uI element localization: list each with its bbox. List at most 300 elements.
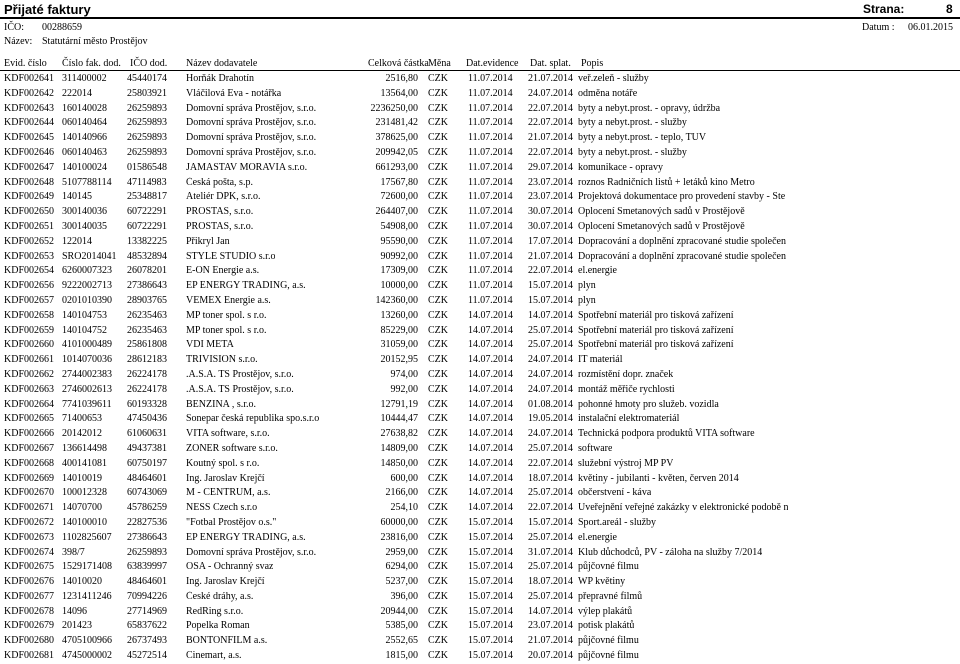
cell-spl: 21.07.2014 xyxy=(528,73,573,84)
cell-cur: CZK xyxy=(428,73,448,84)
cell-fak: 14096 xyxy=(62,605,87,617)
cell-id: KDF002675 xyxy=(4,561,55,573)
table-row xyxy=(0,383,960,398)
cell-id: KDF002669 xyxy=(4,472,55,484)
cell-desc: montáž měřiče rychlosti xyxy=(578,383,675,395)
table-row xyxy=(0,546,960,561)
cell-desc: rozmístění dopr. značek xyxy=(578,368,674,380)
cell-cur: CZK xyxy=(428,354,448,366)
cell-id: KDF002647 xyxy=(4,161,55,173)
cell-amount: 2166,00 xyxy=(385,487,418,499)
cell-amount: 13260,00 xyxy=(380,309,418,321)
cell-ico: 48464601 xyxy=(127,576,167,588)
cell-ico: 26235463 xyxy=(127,309,167,321)
cell-spl: 22.07.2014 xyxy=(528,502,573,514)
cell-cur: CZK xyxy=(428,650,448,662)
cell-name: Přikryl Jan xyxy=(186,235,230,247)
cell-spl: 20.07.2014 xyxy=(528,650,573,662)
cell-id: KDF002653 xyxy=(4,250,55,262)
cell-cur: CZK xyxy=(428,502,448,514)
cell-ico: 26224178 xyxy=(127,383,167,395)
table-row xyxy=(0,486,960,501)
cell-id: KDF002667 xyxy=(4,442,55,454)
cell-id: KDF002641 xyxy=(4,73,55,84)
cell-id: KDF002681 xyxy=(4,650,55,662)
cell-name: Domovní správa Prostějov, s.r.o. xyxy=(186,546,317,558)
page-number: 8 xyxy=(946,2,953,16)
table-row xyxy=(0,338,960,353)
cell-name: BONTONFILM a.s. xyxy=(186,635,268,647)
cell-name: VDI META xyxy=(186,339,234,351)
invoice-table xyxy=(0,72,960,664)
cell-desc: Spotřební materiál pro tisková zařízení xyxy=(578,324,734,336)
cell-desc: Technická podpora produktů VITA software xyxy=(578,428,755,440)
table-row xyxy=(0,220,960,235)
cell-name: Ing. Jaroslav Krejčí xyxy=(186,576,265,588)
cell-desc: el.energie xyxy=(578,531,617,543)
cell-cur: CZK xyxy=(428,620,448,632)
col-header-due: Dat. splat. xyxy=(530,58,571,69)
table-row xyxy=(0,279,960,294)
table-row xyxy=(0,634,960,649)
cell-amount: 20944,00 xyxy=(380,605,418,617)
cell-amount: 14850,00 xyxy=(380,457,418,469)
cell-amount: 992,00 xyxy=(390,383,418,395)
cell-ico: 26078201 xyxy=(127,265,167,277)
cell-id: KDF002666 xyxy=(4,428,55,440)
cell-evid: 14.07.2014 xyxy=(468,354,513,366)
cell-ico: 13382225 xyxy=(127,235,167,247)
cell-ico: 28903765 xyxy=(127,294,167,306)
cell-amount: 600,00 xyxy=(390,472,418,484)
cell-cur: CZK xyxy=(428,516,448,528)
cell-evid: 11.07.2014 xyxy=(468,132,513,144)
cell-evid: 15.07.2014 xyxy=(468,635,513,647)
table-row xyxy=(0,161,960,176)
cell-cur: CZK xyxy=(428,442,448,454)
cell-ico: 27714969 xyxy=(127,605,167,617)
cell-desc: instalační elektromateriál xyxy=(578,413,680,425)
cell-spl: 23.07.2014 xyxy=(528,176,573,188)
cell-fak: 1014070036 xyxy=(62,354,112,366)
cell-evid: 14.07.2014 xyxy=(468,502,513,514)
cell-desc: odměna notáře xyxy=(578,87,638,99)
cell-spl: 25.07.2014 xyxy=(528,590,573,602)
cell-id: KDF002645 xyxy=(4,132,55,144)
cell-id: KDF002670 xyxy=(4,487,55,499)
date-label: Datum : xyxy=(862,22,895,33)
cell-evid: 15.07.2014 xyxy=(468,531,513,543)
cell-fak: 5107788114 xyxy=(62,176,112,188)
cell-name: Koutný spol. s r.o. xyxy=(186,457,260,469)
cell-desc: IT materiál xyxy=(578,354,623,366)
cell-fak: 4745000002 xyxy=(62,650,112,662)
col-header-id: Evid. číslo xyxy=(4,58,47,69)
cell-amount: 5237,00 xyxy=(385,576,418,588)
cell-cur: CZK xyxy=(428,383,448,395)
table-row xyxy=(0,250,960,265)
cell-ico: 26737493 xyxy=(127,635,167,647)
cell-evid: 11.07.2014 xyxy=(468,235,513,247)
cell-cur: CZK xyxy=(428,324,448,336)
cell-amount: 5385,00 xyxy=(385,620,418,632)
cell-spl: 25.07.2014 xyxy=(528,442,573,454)
cell-id: KDF002649 xyxy=(4,191,55,203)
cell-name: M - CENTRUM, a.s. xyxy=(186,487,271,499)
cell-spl: 25.07.2014 xyxy=(528,324,573,336)
cell-spl: 24.07.2014 xyxy=(528,428,573,440)
cell-cur: CZK xyxy=(428,309,448,321)
cell-amount: 13564,00 xyxy=(380,87,418,99)
cell-spl: 14.07.2014 xyxy=(528,309,573,321)
cell-evid: 14.07.2014 xyxy=(468,368,513,380)
table-row xyxy=(0,190,960,205)
cell-amount: 10000,00 xyxy=(380,280,418,292)
cell-cur: CZK xyxy=(428,576,448,588)
cell-amount: 396,00 xyxy=(390,590,418,602)
cell-desc: Dopracování a doplnění zpracované studie společen xyxy=(578,235,786,247)
cell-evid: 11.07.2014 xyxy=(468,176,513,188)
cell-name: JAMASTAV MORAVIA s.r.o. xyxy=(186,161,308,173)
table-row xyxy=(0,146,960,161)
cell-ico: 25861808 xyxy=(127,339,167,351)
cell-evid: 11.07.2014 xyxy=(468,102,513,114)
cell-name: STYLE STUDIO s.r.o xyxy=(186,250,276,262)
cell-id: KDF002654 xyxy=(4,265,55,277)
cell-name: Vláčilová Eva - notářka xyxy=(186,87,282,99)
cell-evid: 14.07.2014 xyxy=(468,442,513,454)
cell-evid: 14.07.2014 xyxy=(468,324,513,336)
cell-evid: 15.07.2014 xyxy=(468,561,513,573)
cell-cur: CZK xyxy=(428,250,448,262)
cell-name: E-ON Energie a.s. xyxy=(186,265,260,277)
cell-id: KDF002679 xyxy=(4,620,55,632)
cell-fak: 300140036 xyxy=(62,206,107,218)
cell-amount: 85229,00 xyxy=(380,324,418,336)
cell-spl: 22.07.2014 xyxy=(528,146,573,158)
table-row xyxy=(0,590,960,605)
cell-spl: 17.07.2014 xyxy=(528,235,573,247)
cell-spl: 18.07.2014 xyxy=(528,472,573,484)
table-row xyxy=(0,116,960,131)
cell-evid: 14.07.2014 xyxy=(468,398,513,410)
cell-evid: 11.07.2014 xyxy=(468,87,513,99)
cell-spl: 21.07.2014 xyxy=(528,250,573,262)
cell-amount: 12791,19 xyxy=(380,398,418,410)
cell-id: KDF002646 xyxy=(4,146,55,158)
cell-amount: 20152,95 xyxy=(380,354,418,366)
cell-id: KDF002643 xyxy=(4,102,55,114)
cell-fak: 140100024 xyxy=(62,161,107,173)
cell-name: Cinemart, a.s. xyxy=(186,650,242,662)
cell-cur: CZK xyxy=(428,428,448,440)
cell-cur: CZK xyxy=(428,561,448,573)
cell-spl: 25.07.2014 xyxy=(528,487,573,499)
cell-cur: CZK xyxy=(428,117,448,129)
cell-evid: 11.07.2014 xyxy=(468,146,513,158)
header-rule xyxy=(0,70,960,71)
cell-evid: 11.07.2014 xyxy=(468,280,513,292)
cell-spl: 22.07.2014 xyxy=(528,265,573,277)
table-row xyxy=(0,309,960,324)
table-row xyxy=(0,398,960,413)
date-value: 06.01.2015 xyxy=(908,22,953,33)
cell-amount: 95590,00 xyxy=(380,235,418,247)
cell-cur: CZK xyxy=(428,368,448,380)
cell-amount: 72600,00 xyxy=(380,191,418,203)
cell-fak: 201423 xyxy=(62,620,92,632)
cell-amount: 27638,82 xyxy=(380,428,418,440)
cell-ico: 47450436 xyxy=(127,413,167,425)
cell-fak: 140104752 xyxy=(62,324,107,336)
cell-name: NESS Czech s.r.o xyxy=(186,502,258,514)
cell-ico: 45272514 xyxy=(127,650,167,662)
cell-ico: 60193328 xyxy=(127,398,167,410)
cell-spl: 21.07.2014 xyxy=(528,635,573,647)
col-header-ico: IČO dod. xyxy=(130,58,168,69)
cell-fak: 398/7 xyxy=(62,546,85,558)
col-header-name: Název dodavatele xyxy=(186,58,258,69)
cell-desc: Oplocení Smetanových sadů v Prostějově xyxy=(578,206,745,218)
cell-spl: 15.07.2014 xyxy=(528,294,573,306)
cell-id: KDF002673 xyxy=(4,531,55,543)
cell-spl: 25.07.2014 xyxy=(528,561,573,573)
cell-desc: výlep plakátů xyxy=(578,605,633,617)
table-row xyxy=(0,472,960,487)
cell-amount: 31059,00 xyxy=(380,339,418,351)
cell-name: .A.S.A. TS Prostějov, s.r.o. xyxy=(186,383,294,395)
cell-amount: 60000,00 xyxy=(380,516,418,528)
cell-fak: 136614498 xyxy=(62,442,107,454)
cell-fak: 311400002 xyxy=(62,73,107,84)
table-row xyxy=(0,72,960,87)
cell-ico: 26259893 xyxy=(127,546,167,558)
cell-cur: CZK xyxy=(428,146,448,158)
cell-cur: CZK xyxy=(428,487,448,499)
cell-spl: 14.07.2014 xyxy=(528,605,573,617)
col-header-desc: Popis xyxy=(581,58,604,69)
cell-id: KDF002656 xyxy=(4,280,55,292)
cell-spl: 24.07.2014 xyxy=(528,383,573,395)
cell-desc: veř.zeleň - služby xyxy=(578,73,649,84)
cell-evid: 11.07.2014 xyxy=(468,206,513,218)
cell-ico: 22827536 xyxy=(127,516,167,528)
cell-id: KDF002662 xyxy=(4,368,55,380)
cell-ico: 70994226 xyxy=(127,590,167,602)
cell-fak: 1102825607 xyxy=(62,531,112,543)
cell-spl: 29.07.2014 xyxy=(528,161,573,173)
table-row xyxy=(0,324,960,339)
cell-fak: 6260007323 xyxy=(62,265,112,277)
cell-ico: 48464601 xyxy=(127,472,167,484)
cell-name: PROSTAS, s.r.o. xyxy=(186,220,254,232)
cell-ico: 47114983 xyxy=(127,176,167,188)
cell-cur: CZK xyxy=(428,220,448,232)
cell-cur: CZK xyxy=(428,176,448,188)
cell-fak: 140145 xyxy=(62,191,92,203)
cell-fak: 14010020 xyxy=(62,576,102,588)
cell-evid: 15.07.2014 xyxy=(468,516,513,528)
cell-cur: CZK xyxy=(428,457,448,469)
cell-evid: 14.07.2014 xyxy=(468,383,513,395)
cell-name: OSA - Ochranný svaz xyxy=(186,561,274,573)
cell-ico: 26259893 xyxy=(127,117,167,129)
cell-fak: 100012328 xyxy=(62,487,107,499)
cell-amount: 14809,00 xyxy=(380,442,418,454)
cell-amount: 6294,00 xyxy=(385,561,418,573)
cell-name: Ateliér DPK, s.r.o. xyxy=(186,191,261,203)
report-title: Přijaté faktury xyxy=(4,2,91,17)
cell-fak: 0201010390 xyxy=(62,294,112,306)
cell-evid: 11.07.2014 xyxy=(468,250,513,262)
cell-cur: CZK xyxy=(428,102,448,114)
cell-cur: CZK xyxy=(428,635,448,647)
cell-amount: 2552,65 xyxy=(385,635,418,647)
cell-evid: 15.07.2014 xyxy=(468,590,513,602)
cell-cur: CZK xyxy=(428,87,448,99)
cell-fak: 9222002713 xyxy=(62,280,112,292)
table-row xyxy=(0,205,960,220)
cell-spl: 01.08.2014 xyxy=(528,398,573,410)
cell-id: KDF002677 xyxy=(4,590,55,602)
cell-name: MP toner spol. s r.o. xyxy=(186,324,267,336)
cell-ico: 28612183 xyxy=(127,354,167,366)
table-row xyxy=(0,131,960,146)
table-row xyxy=(0,649,960,664)
table-row xyxy=(0,353,960,368)
page-label: Strana: xyxy=(863,2,905,16)
cell-ico: 45440174 xyxy=(127,73,167,84)
table-row xyxy=(0,87,960,102)
cell-name: ZONER software s.r.o. xyxy=(186,442,278,454)
cell-id: KDF002660 xyxy=(4,339,55,351)
cell-fak: 71400653 xyxy=(62,413,102,425)
col-header-currency: Měna xyxy=(428,58,451,69)
cell-ico: 26224178 xyxy=(127,368,167,380)
cell-desc: občerstvení - káva xyxy=(578,487,652,499)
cell-cur: CZK xyxy=(428,546,448,558)
cell-cur: CZK xyxy=(428,265,448,277)
cell-cur: CZK xyxy=(428,590,448,602)
cell-desc: půjčovné filmu xyxy=(578,561,639,573)
cell-desc: Klub důchodců, PV - záloha na služby 7/2014 xyxy=(578,546,763,558)
cell-id: KDF002671 xyxy=(4,502,55,514)
cell-id: KDF002668 xyxy=(4,457,55,469)
cell-id: KDF002644 xyxy=(4,117,55,129)
cell-evid: 15.07.2014 xyxy=(468,605,513,617)
cell-evid: 14.07.2014 xyxy=(468,428,513,440)
cell-amount: 54908,00 xyxy=(380,220,418,232)
cell-id: KDF002680 xyxy=(4,635,55,647)
cell-amount: 90992,00 xyxy=(380,250,418,262)
cell-ico: 26259893 xyxy=(127,132,167,144)
table-row xyxy=(0,176,960,191)
cell-fak: 7741039611 xyxy=(62,398,112,410)
name-label: Název: xyxy=(4,36,33,47)
cell-id: KDF002652 xyxy=(4,235,55,247)
cell-ico: 27386643 xyxy=(127,531,167,543)
cell-name: Horňák Drahotín xyxy=(186,73,255,84)
cell-id: KDF002658 xyxy=(4,309,55,321)
table-row xyxy=(0,102,960,117)
cell-fak: 122014 xyxy=(62,235,92,247)
cell-evid: 11.07.2014 xyxy=(468,265,513,277)
cell-name: Domovní správa Prostějov, s.r.o. xyxy=(186,102,317,114)
cell-id: KDF002664 xyxy=(4,398,55,410)
cell-amount: 17309,00 xyxy=(380,265,418,277)
cell-evid: 11.07.2014 xyxy=(468,191,513,203)
cell-name: Česká pošta, s.p. xyxy=(186,176,253,188)
cell-id: KDF002678 xyxy=(4,605,55,617)
cell-amount: 17567,80 xyxy=(380,176,418,188)
table-row xyxy=(0,605,960,620)
cell-fak: 20142012 xyxy=(62,428,102,440)
top-rule xyxy=(0,17,960,19)
cell-spl: 19.05.2014 xyxy=(528,413,573,425)
cell-cur: CZK xyxy=(428,398,448,410)
cell-name: Popelka Roman xyxy=(186,620,250,632)
cell-desc: komunikace - opravy xyxy=(578,161,663,173)
table-row xyxy=(0,560,960,575)
cell-fak: 140100010 xyxy=(62,516,107,528)
cell-amount: 10444,47 xyxy=(380,413,418,425)
cell-id: KDF002657 xyxy=(4,294,55,306)
cell-cur: CZK xyxy=(428,605,448,617)
cell-id: KDF002676 xyxy=(4,576,55,588)
cell-spl: 25.07.2014 xyxy=(528,531,573,543)
cell-amount: 254,10 xyxy=(390,502,418,514)
cell-fak: 14070700 xyxy=(62,502,102,514)
cell-name: PROSTAS, s.r.o. xyxy=(186,206,254,218)
cell-name: VEMEX Energie a.s. xyxy=(186,294,271,306)
cell-amount: 378625,00 xyxy=(375,132,418,144)
report-header xyxy=(0,0,960,62)
cell-fak: 4705100966 xyxy=(62,635,112,647)
cell-name: "Fotbal Prostějov o.s." xyxy=(186,516,277,528)
cell-cur: CZK xyxy=(428,294,448,306)
table-row xyxy=(0,619,960,634)
cell-evid: 14.07.2014 xyxy=(468,413,513,425)
cell-ico: 60750197 xyxy=(127,457,167,469)
cell-spl: 30.07.2014 xyxy=(528,220,573,232)
table-row xyxy=(0,368,960,383)
cell-amount: 2516,80 xyxy=(385,73,418,84)
cell-ico: 26235463 xyxy=(127,324,167,336)
cell-id: KDF002650 xyxy=(4,206,55,218)
cell-id: KDF002648 xyxy=(4,176,55,188)
cell-name: Domovní správa Prostějov, s.r.o. xyxy=(186,146,317,158)
cell-evid: 14.07.2014 xyxy=(468,309,513,321)
name-value: Statutární město Prostějov xyxy=(42,36,148,47)
table-row xyxy=(0,575,960,590)
cell-desc: pohonné hmoty pro služeb. vozidla xyxy=(578,398,719,410)
cell-id: KDF002659 xyxy=(4,324,55,336)
ico-value: 00288659 xyxy=(42,22,82,33)
cell-amount: 974,00 xyxy=(390,368,418,380)
cell-fak: 2746002613 xyxy=(62,383,112,395)
cell-desc: půjčovné filmu xyxy=(578,650,639,662)
cell-ico: 27386643 xyxy=(127,280,167,292)
cell-id: KDF002651 xyxy=(4,220,55,232)
cell-ico: 25348817 xyxy=(127,191,167,203)
cell-amount: 2236250,00 xyxy=(370,102,418,114)
table-row xyxy=(0,294,960,309)
cell-name: RedRing s.r.o. xyxy=(186,605,244,617)
cell-ico: 63839997 xyxy=(127,561,167,573)
cell-cur: CZK xyxy=(428,280,448,292)
cell-id: KDF002642 xyxy=(4,87,55,99)
cell-evid: 14.07.2014 xyxy=(468,472,513,484)
